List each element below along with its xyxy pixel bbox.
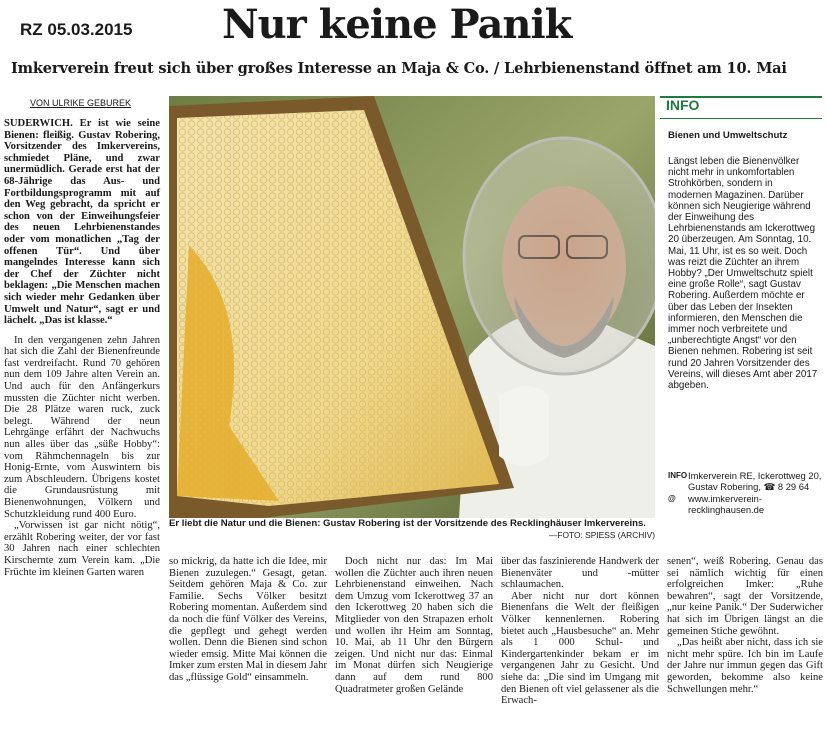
contact-web-row [668, 493, 823, 516]
paragraph: In den vergangenen zehn Jahren hat sich die Zahl der Bienenfreunde fast verdreifacht. Rund 70 gehören nun dem 109 Jahre alten Verein an. Und auch für den Anfängerkurs mussten die Züchter nicht werben. Die 28 Plätze waren ruck, zuck belegt. Während der neun Lehrgänge erfährt der Nachwuchs nun alles über das „süße Hobby“: vom Rähmchennageln bis zur Honig-Ernte, vom Auswintern bis zum Abschleudern. Übrigens kostet die Grundausrüstung mit Bienenwohnungen, Völkern und Schutzkleidung rund 400 Euro. [4, 334, 160, 520]
contact-address-row [668, 470, 823, 493]
photo-caption [169, 518, 655, 541]
photo-beekeeper [169, 96, 655, 518]
paragraph: „Das heißt aber nicht, dass ich sie nicht mehr spüre. Ich bin im Laufe der Jahre nur immun gegen das Gift geworden, bekomme also keine Schwellungen mehr.“ [667, 637, 823, 695]
article-column-5 [667, 556, 823, 695]
paragraph: Doch nicht nur das: Im Mai wollen die Züchter auch ihren neuen Lehrbienenstand einweihen. Nach dem Umzug vom Ickerottweg 37 an den Ickerottweg 20 haben sich die Mitglieder von den Strapazen erholt und wollen ihr Heim am Sonntag, 10. Mai, ab 11 Uhr den Bürgern zeigen. Und nicht nur das: Einmal im Monat dürfen sich Neugierige dann auf dem rund 800 Quadratmeter großen Gelände [335, 556, 493, 695]
article-column-3 [335, 556, 493, 695]
info-box-heading: Bienen und Umweltschutz [668, 130, 788, 141]
lead-paragraph: SUDERWICH. Er ist wie seine Bienen: fleißig. Gustav Robering, Vorsitzender des Imkervereins, schmiedet Pläne, und zwar unermüdlich. Gerade erst hat der 68-Jährige das Aus- und Fortbildungsprogramm mit auf den Weg gebracht, da spricht er schon von der Einweihungsfeier des neuen Lehrbienenstandes oder vom monatlichen „Tag der offenen Tür“. Und über mangelndes Interesse kann sich der Chef der Züchter nicht beklagen: „Die Menschen machen sich wieder mehr Gedanken über Umwelt und Natur“, sagt er und lächelt. „Das ist klasse.“ [4, 118, 160, 327]
photo-illustration [169, 96, 655, 518]
info-box-contact [668, 470, 823, 516]
paragraph: senen“, weiß Robering. Genau das sei nämlich wichtig für einen erfolgreichen Imker: „Ruhe bewahren“, sagt der Vorsitzende, „nur keine Panik.“ Der Suderwicher hat sich im Übrigen längst an die gemeinen Stiche gewöhnt. [667, 556, 823, 637]
paragraph: über das faszinierende Handwerk der Bienenväter und -mütter schlaumachen. [501, 556, 659, 591]
byline: VON ULRIKE GEBUREK [30, 98, 132, 108]
date-stamp: RZ 05.03.2015 [20, 20, 133, 39]
at-sign-icon: @ [668, 493, 676, 503]
contact-website[interactable]: www.imkerverein-recklinghausen.de [688, 492, 765, 516]
info-box-title: INFO [666, 97, 700, 113]
paragraph: so mickrig, da hatte ich die Idee, mir Bienen zuzulegen.“ Gesagt, getan. Seitdem gehören Maja & Co. zur Familie. Sechs Völker besitzt Robering momentan. Außerdem sind da noch die fünf Völker des Vereins, die gepflegt und gehegt werden wollen. Denn die Bienen sind schon wieder emsig. Mitte Mai können die Imker zum ersten Mal in diesem Jahr das „flüssige Gold“ einsammeln. [169, 556, 327, 683]
subheadline: Imkerverein freut sich über großes Interesse an Maja & Co. / Lehrbienenstand öffnet am 10. Mai [11, 60, 787, 77]
info-box-body: Längst leben die Bienenvölker nicht mehr in unkomfortablen Strohkörben, sondern in modernen Magazinen. Darüber können sich Neugierige während der Einweihung des Lehrbienenstands am Ickerottweg 20 überzeugen. Am Sonntag, 10. Mai, 11 Uhr, ist es so weit. Doch was reizt die Züchter an ihrem Hobby? „Der Umweltschutz spielt eine große Rolle“, sagt Gustav Robering. Außerdem möchte er über das Leben der Insekten informieren, den Menschen die immer noch verbreitete und „unberechtigte Angst“ vor den Bienen nehmen. Robering ist seit rund 20 Jahren Vorsitzender des Vereins, will dieses Amt aber 2017 abgeben. [668, 156, 818, 392]
info-box-divider [660, 118, 822, 119]
info-label: INFO [668, 471, 688, 480]
article-column-4 [501, 556, 659, 707]
contact-address: Imkerverein RE, Ickerottweg 20, Gustav Robering, [688, 470, 822, 493]
article-column-2 [169, 556, 327, 684]
contact-phone: 8 29 64 [777, 481, 810, 493]
paragraph: Aber nicht nur dort können Bienenfans die Welt der fleißigen Völker kennenlernen. Robering bietet auch „Hausbesuche“ an. Mehr als 1 000 Schul- und Kindergartenkinder bekam er im vergangenen Jahr zu Gesicht. Und siehe da: „Die sind im Umgang mit den Bienen oft viel gelassener als die Erwach- [501, 590, 659, 707]
photo-credit: —FOTO: SPIESS (ARCHIV) [549, 529, 655, 540]
headline: Nur keine Panik [222, 1, 572, 48]
caption-text: Er liebt die Natur und die Bienen: Gustav Robering ist der Vorsitzende des Recklinghäuser Imkervereins. [169, 518, 646, 529]
telephone-icon: ☎ [763, 481, 776, 493]
article-column-1 [4, 118, 160, 578]
paragraph: „Vorwissen ist gar nicht nötig“, erzählt Robering weiter, der vor fast 30 Jahren nach einer schlechten Kirschernte zum Verein kam. „Die Früchte im kleinen Garten waren [4, 520, 160, 578]
